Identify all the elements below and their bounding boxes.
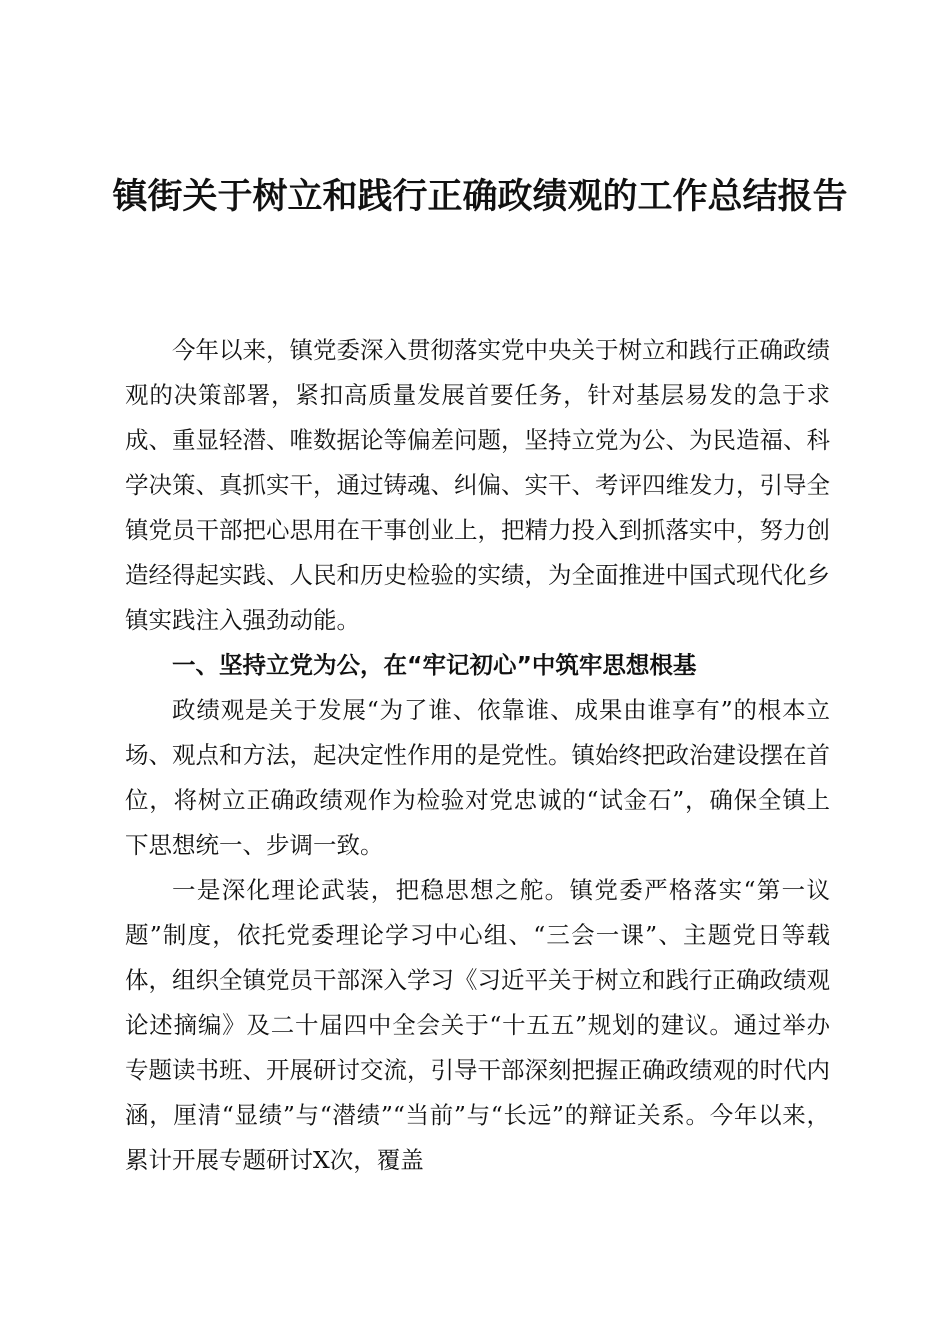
section-heading: 一、坚持立党为公，在“牢记初心”中筑牢思想根基 [172, 651, 697, 679]
section-paragraph: 政绩观是关于发展“为了谁、依靠谁、成果由谁享有”的根本立场、观点和方法，起决定性作用的是党性。镇始终把政治建设摆在首位，将树立正确政绩观作为检验对党忠诚的“试金石”，确保全镇上下思想统一、步调一致。 [125, 696, 830, 859]
document-body [125, 328, 830, 1183]
section-paragraph: 一是深化理论武装，把稳思想之舵。镇党委严格落实“第一议题”制度，依托党委理论学习中心组、“三会一课”、主题党日等载体，组织全镇党员干部深入学习《习近平关于树立和践行正确政绩观论述摘编》及二十届四中全会关于“十五五”规划的建议。通过举办专题读书班、开展研讨交流，引导干部深刻把握正确政绩观的时代内涵，厘清“显绩”与“潜绩”“当前”与“长远”的辩证关系。今年以来，累计开展专题研讨X次，覆盖 [125, 876, 830, 1174]
intro-paragraph: 今年以来，镇党委深入贯彻落实党中央关于树立和践行正确政绩观的决策部署，紧扣高质量发展首要任务，针对基层易发的急于求成、重显轻潜、唯数据论等偏差问题，坚持立党为公、为民造福、科学决策、真抓实干，通过铸魂、纠偏、实干、考评四维发力，引导全镇党员干部把心思用在干事创业上，把精力投入到抓落实中，努力创造经得起实践、人民和历史检验的实绩，为全面推进中国式现代化乡镇实践注入强劲动能。 [125, 336, 830, 634]
document-title: 镇街关于树立和践行正确政绩观的工作总结报告 [112, 176, 848, 217]
